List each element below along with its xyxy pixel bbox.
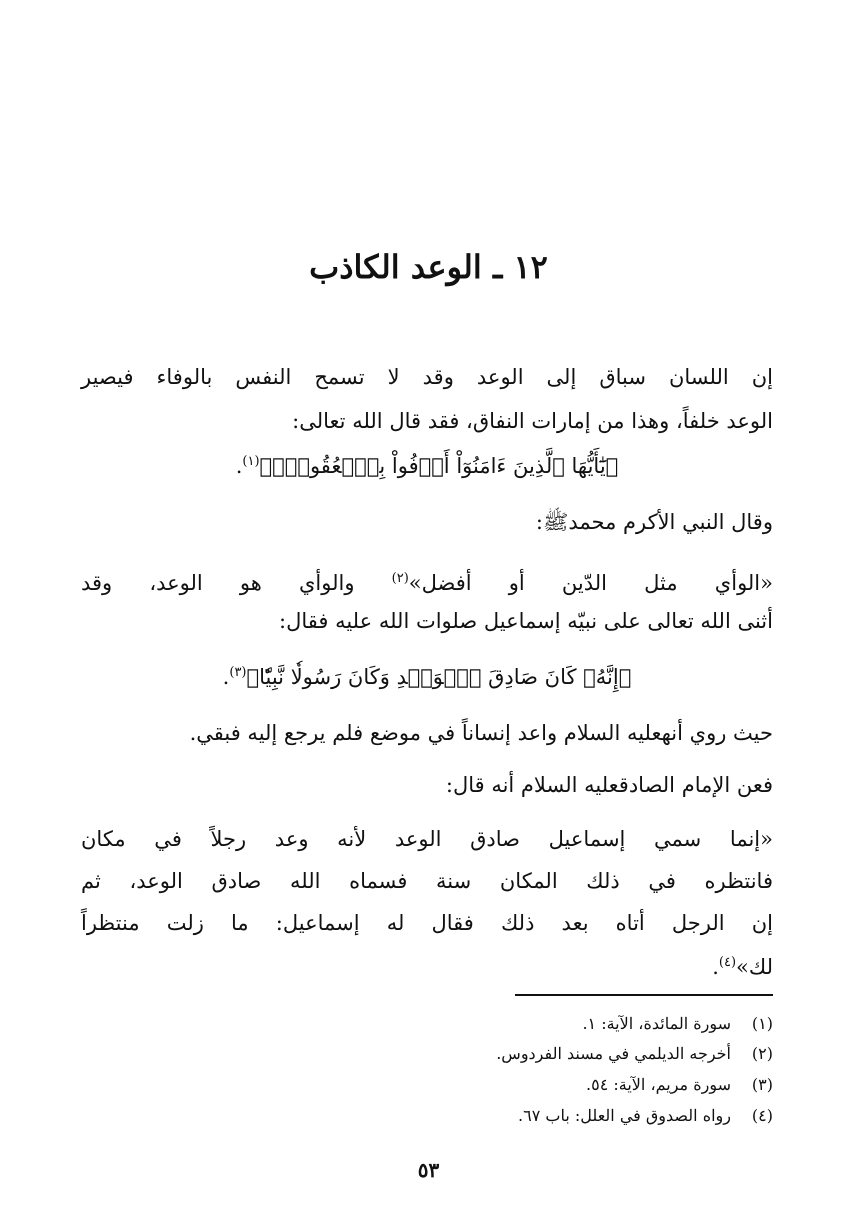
text: فعن الإمام الصادقعليه السلام أنه قال:	[445, 773, 773, 797]
footnote-text: رواه الصدوق في العلل: باب ٦٧.	[518, 1106, 731, 1125]
paragraph-line	[81, 562, 773, 600]
footnote-text: سورة المائدة، الآية: ١.	[582, 1014, 731, 1033]
footnote	[81, 1012, 773, 1036]
footnote-text: سورة مريم، الآية: ٥٤.	[586, 1075, 731, 1094]
hadith-quote: «الوأي مثل الدّين أو أفضل»	[408, 571, 773, 595]
footnote-divider	[515, 994, 773, 996]
text: أثنى الله تعالى على نبيّه إسماعيل صلوات الله عليه فقال:	[279, 609, 773, 633]
text: لك»	[736, 955, 773, 979]
page-title: ١٢ ـ الوعد الكاذب	[309, 248, 548, 286]
text: والوأي هو الوعد، وقد	[81, 571, 355, 595]
text: فانتظره في ذلك المكان سنة فسماه الله صادق الوعد، ثم	[81, 869, 773, 893]
text: الوعد خلفاً، وهذا من إمارات النفاق، فقد قال الله تعالى:	[292, 409, 773, 433]
footnote	[81, 1042, 773, 1066]
page-number: ٥٣	[417, 1158, 440, 1182]
footnote-number: (٣)	[751, 1075, 773, 1094]
period: .	[235, 454, 243, 478]
footnote	[81, 1073, 773, 1097]
quran-verse: ﴿يَٰٓأَيُّهَا ٱلَّذِينَ ءَامَنُوٓاْ أَوۡفُواْ بِٱلۡعُقُودِۚ﴾	[259, 454, 619, 478]
text: حيث روي أنهعليه السلام واعد إنساناً في موضع فلم يرجع إليه فبقي.	[189, 721, 773, 745]
footnote-ref: (٢)	[391, 571, 409, 586]
quote-line	[81, 946, 773, 984]
paragraph-line	[81, 768, 773, 802]
footnote	[81, 1104, 773, 1128]
footnote-number: (٢)	[751, 1044, 773, 1063]
text: إن الرجل أتاه بعد ذلك فقال له إسماعيل: ما زلت منتظراً	[81, 911, 773, 935]
quote-line	[81, 822, 773, 856]
text: «إنما سمي إسماعيل صادق الوعد لأنه وعد رجلاً في مكان	[81, 827, 773, 851]
period: .	[712, 955, 719, 979]
verse-line	[81, 656, 773, 694]
text: وقال النبي الأكرم محمدﷺ:	[535, 510, 773, 534]
period: .	[222, 665, 230, 689]
paragraph-line	[81, 716, 773, 750]
footnote-number: (٤)	[751, 1106, 773, 1125]
quote-line	[81, 906, 773, 940]
footnote-text: أخرجه الديلمي في مسند الفردوس.	[496, 1044, 731, 1063]
paragraph-line	[81, 360, 773, 394]
footnote-ref: (٤)	[718, 955, 737, 970]
paragraph-line	[81, 505, 773, 539]
quran-verse: ﴿إِنَّهُۥ كَانَ صَادِقَ ٱلۡوَعۡدِ وَكَانَ رَسُولٗا نَّبِيّٗا﴾	[246, 665, 632, 689]
footnote-ref: (١)	[242, 454, 260, 469]
text: إن اللسان سباق إلى الوعد وقد لا تسمح النفس بالوفاء فيصير	[81, 365, 773, 389]
quote-line	[81, 864, 773, 898]
footnote-ref: (٣)	[229, 665, 247, 680]
verse-line	[81, 445, 773, 483]
paragraph-line	[81, 604, 773, 638]
paragraph-line	[81, 404, 773, 438]
footnote-number: (١)	[751, 1014, 773, 1033]
